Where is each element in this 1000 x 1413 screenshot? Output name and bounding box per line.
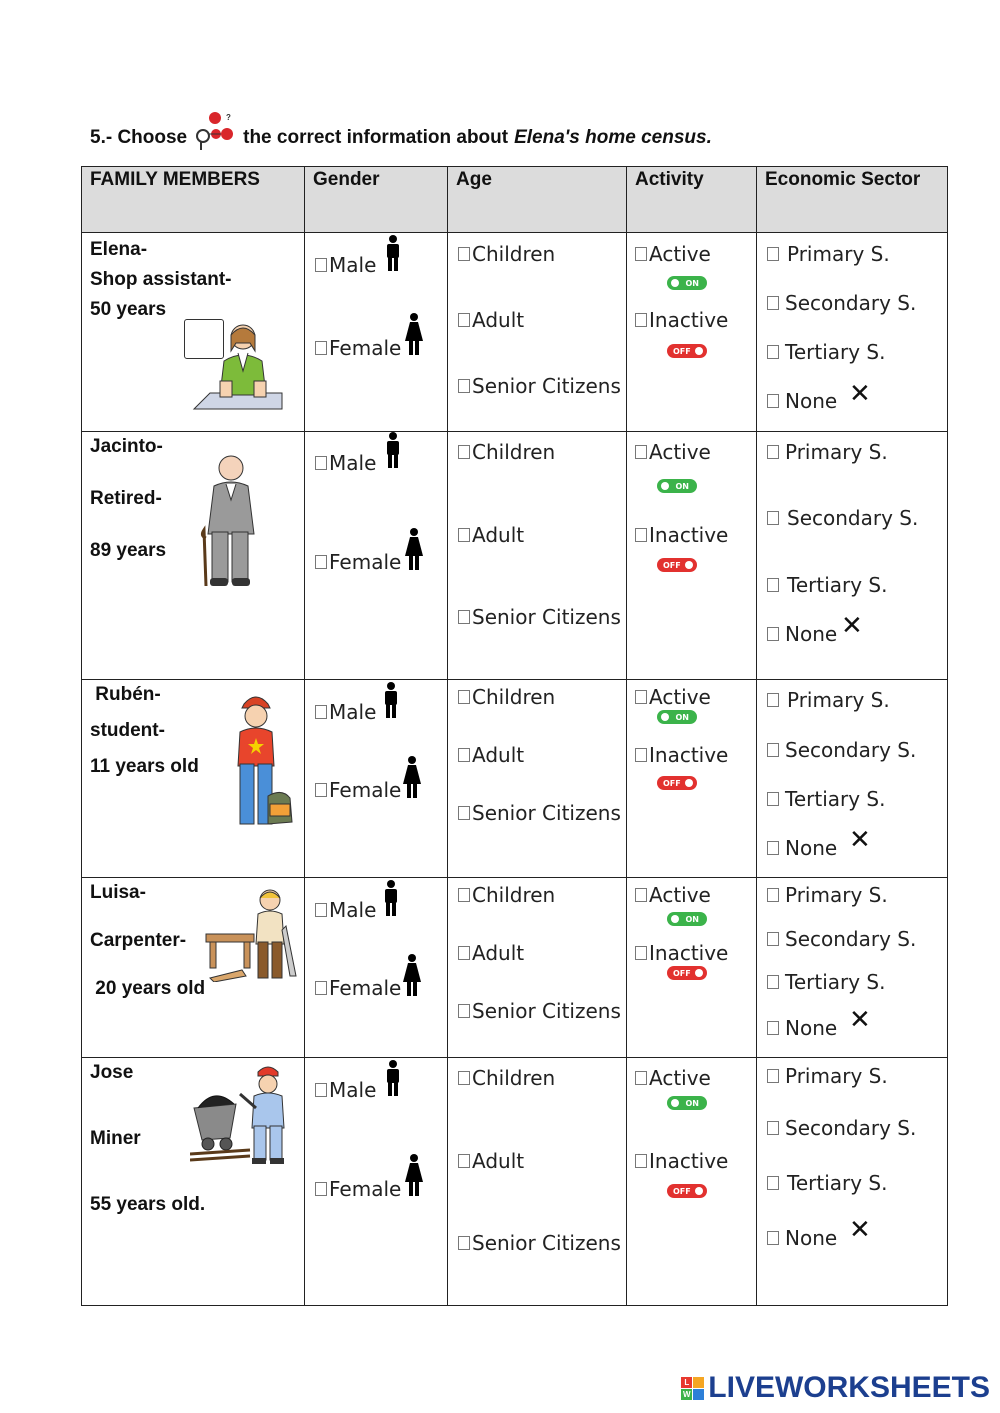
toggle-on: ON [657, 479, 697, 493]
title-middle: the correct information about [243, 127, 509, 148]
age-cell [448, 1058, 627, 1306]
checkbox[interactable] [635, 1154, 647, 1168]
secondary-option[interactable] [767, 738, 916, 762]
none-label: None [785, 622, 838, 646]
checkbox[interactable] [315, 705, 327, 719]
member-job: Carpenter- [90, 930, 187, 951]
gender-cell [305, 233, 448, 432]
tertiary-option[interactable] [767, 573, 887, 597]
tertiary-option[interactable] [767, 1171, 887, 1195]
checkbox[interactable] [458, 946, 470, 960]
female-option[interactable] [315, 550, 401, 574]
children-option[interactable] [458, 242, 555, 266]
none-label: None [785, 1016, 838, 1040]
children-option[interactable] [458, 440, 555, 464]
active-label: Active [649, 883, 711, 907]
none-option[interactable] [767, 1226, 837, 1250]
primary-option[interactable] [767, 242, 890, 266]
adult-option[interactable] [458, 743, 524, 767]
sector-cell [757, 878, 948, 1058]
inactive-option[interactable] [635, 743, 728, 767]
children-option[interactable] [458, 883, 555, 907]
checkbox[interactable] [315, 903, 327, 917]
checkbox[interactable] [767, 841, 779, 855]
checkbox[interactable] [767, 627, 779, 641]
toggle-off: OFF [667, 344, 707, 358]
checkbox[interactable] [458, 1004, 470, 1018]
activity-cell [627, 432, 757, 680]
secondary-label: Secondary S. [785, 1116, 917, 1140]
checkbox[interactable] [458, 888, 470, 902]
toggle-on: ON [667, 276, 707, 290]
header-family-members: FAMILY MEMBERS [82, 167, 305, 233]
checkbox[interactable] [767, 693, 779, 707]
checkbox[interactable] [315, 456, 327, 470]
inactive-label: Inactive [649, 523, 729, 547]
checkbox[interactable] [767, 1176, 779, 1190]
female-icon [405, 528, 423, 570]
member-name: Elena- [90, 239, 148, 260]
sector-cell [757, 1058, 948, 1306]
checkbox[interactable] [315, 258, 327, 272]
children-label: Children [472, 440, 556, 464]
activity-cell [627, 1058, 757, 1306]
table-row [82, 233, 948, 432]
gender-cell [305, 1058, 448, 1306]
female-label: Female [329, 976, 402, 1000]
primary-label: Primary S. [785, 883, 888, 907]
checkbox[interactable] [315, 783, 327, 797]
checkbox[interactable] [767, 394, 779, 408]
tertiary-label: Tertiary S. [785, 340, 886, 364]
checkbox[interactable] [767, 932, 779, 946]
secondary-label: Secondary S. [787, 506, 919, 530]
age-cell [448, 878, 627, 1058]
brand-mark-letter: W [683, 1389, 691, 1399]
sector-cell [757, 432, 948, 680]
male-option[interactable] [315, 1078, 376, 1102]
female-icon [403, 756, 421, 798]
cross-icon: ✕ [849, 379, 871, 409]
inactive-option[interactable] [635, 1149, 728, 1173]
checkbox[interactable] [458, 748, 470, 762]
checkbox[interactable] [635, 888, 647, 902]
toggle-off: OFF [657, 776, 697, 790]
cross-icon: ✕ [841, 611, 863, 641]
tertiary-label: Tertiary S. [787, 573, 888, 597]
member-cell-elena [82, 233, 305, 432]
adult-label: Adult [472, 1149, 525, 1173]
children-option[interactable] [458, 1066, 555, 1090]
inactive-option[interactable] [635, 941, 728, 965]
exercise-title [90, 113, 712, 158]
senior-option[interactable] [458, 801, 621, 825]
male-label: Male [329, 700, 377, 724]
age-cell [448, 680, 627, 878]
member-age: 50 years [90, 299, 167, 320]
children-label: Children [472, 1066, 556, 1090]
table-row [82, 878, 948, 1058]
active-option[interactable] [635, 685, 711, 709]
member-cell-jacinto [82, 432, 305, 680]
tertiary-option[interactable] [767, 787, 885, 811]
male-icon [385, 432, 401, 468]
male-icon [383, 880, 399, 916]
checkbox[interactable] [767, 296, 779, 310]
checkbox[interactable] [635, 313, 647, 327]
none-label: None [785, 389, 838, 413]
toggle-off: OFF [657, 558, 697, 572]
inactive-label: Inactive [649, 1149, 729, 1173]
adult-label: Adult [472, 308, 525, 332]
primary-label: Primary S. [785, 440, 888, 464]
table-row [82, 1058, 948, 1306]
secondary-option[interactable] [767, 291, 916, 315]
member-cell-luisa [82, 878, 305, 1058]
checkbox[interactable] [458, 1236, 470, 1250]
male-option[interactable] [315, 451, 376, 475]
primary-option[interactable] [767, 440, 888, 464]
cross-icon: ✕ [849, 1215, 871, 1245]
senior-label: Senior Citizens [472, 605, 621, 629]
member-name: Jose [90, 1062, 134, 1083]
age-cell [448, 233, 627, 432]
title-italic: Elena's home census. [514, 127, 712, 148]
age-cell [448, 432, 627, 680]
senior-option[interactable] [458, 999, 621, 1023]
female-icon [405, 313, 423, 355]
none-label: None [785, 836, 838, 860]
toggle-on: ON [667, 912, 707, 926]
checkbox[interactable] [767, 1069, 779, 1083]
female-icon [405, 1154, 423, 1196]
senior-label: Senior Citizens [472, 1231, 621, 1255]
female-label: Female [329, 550, 402, 574]
checkbox[interactable] [767, 792, 779, 806]
gender-cell [305, 878, 448, 1058]
none-option[interactable] [767, 836, 837, 860]
tertiary-option[interactable] [767, 340, 885, 364]
male-icon [385, 1060, 401, 1096]
inactive-label: Inactive [649, 743, 729, 767]
inactive-label: Inactive [649, 941, 729, 965]
checkbox[interactable] [635, 1071, 647, 1085]
checkbox[interactable] [315, 555, 327, 569]
female-label: Female [329, 1177, 402, 1201]
shop-assistant-image [188, 321, 284, 413]
adult-label: Adult [472, 523, 525, 547]
adult-option[interactable] [458, 523, 524, 547]
checkbox[interactable] [315, 1182, 327, 1196]
adult-option[interactable] [458, 308, 524, 332]
brand-name: LIVEWORKSHEETS [708, 1371, 990, 1404]
census-table [81, 166, 948, 1306]
none-option[interactable] [767, 1016, 837, 1040]
checkbox[interactable] [635, 247, 647, 261]
male-option[interactable] [315, 253, 376, 277]
member-cell-jose [82, 1058, 305, 1306]
active-option[interactable] [635, 242, 711, 266]
primary-label: Primary S. [785, 1064, 888, 1088]
checkbox[interactable] [458, 1154, 470, 1168]
secondary-label: Secondary S. [785, 738, 917, 762]
secondary-option[interactable] [767, 506, 918, 530]
checkbox[interactable] [767, 578, 779, 592]
active-label: Active [649, 1066, 711, 1090]
checkbox[interactable] [458, 528, 470, 542]
header-age: Age [448, 167, 627, 233]
member-age: 55 years old. [90, 1194, 206, 1215]
title-prefix: 5.- Choose [90, 127, 188, 148]
female-label: Female [329, 336, 402, 360]
primary-option[interactable] [767, 1064, 888, 1088]
checkbox[interactable] [458, 313, 470, 327]
member-job: Retired- [90, 488, 162, 509]
brand-mark-icon [681, 1377, 704, 1400]
member-job: student- [90, 720, 165, 741]
checkbox[interactable] [635, 690, 647, 704]
none-option[interactable] [767, 389, 837, 413]
table-row [82, 432, 948, 680]
children-option[interactable] [458, 685, 555, 709]
checkbox[interactable] [767, 247, 779, 261]
none-option[interactable] [767, 622, 837, 646]
table-row [82, 680, 948, 878]
sector-cell [757, 233, 948, 432]
toggle-off: OFF [667, 1184, 707, 1198]
children-label: Children [472, 242, 556, 266]
checkbox[interactable] [458, 445, 470, 459]
checkbox[interactable] [767, 888, 779, 902]
senior-option[interactable] [458, 605, 621, 629]
miner-image [190, 1064, 294, 1168]
inactive-option[interactable] [635, 523, 728, 547]
member-cell-ruben [82, 680, 305, 878]
checkbox[interactable] [635, 946, 647, 960]
activity-cell [627, 680, 757, 878]
header-economic-sector: Economic Sector [757, 167, 948, 233]
tertiary-label: Tertiary S. [785, 787, 886, 811]
checkbox[interactable] [635, 528, 647, 542]
member-age: 89 years [90, 540, 167, 561]
inactive-option[interactable] [635, 308, 728, 332]
adult-label: Adult [472, 941, 525, 965]
checkbox[interactable] [458, 690, 470, 704]
children-label: Children [472, 685, 556, 709]
member-job: Miner [90, 1128, 141, 1149]
member-age: 11 years old [90, 756, 199, 777]
active-option[interactable] [635, 883, 711, 907]
female-option[interactable] [315, 778, 401, 802]
secondary-option[interactable] [767, 927, 916, 951]
none-label: None [785, 1226, 838, 1250]
adult-option[interactable] [458, 941, 524, 965]
toggle-off: OFF [667, 966, 707, 980]
tertiary-label: Tertiary S. [787, 1171, 888, 1195]
male-label: Male [329, 1078, 377, 1102]
male-label: Male [329, 898, 377, 922]
checkbox[interactable] [315, 341, 327, 355]
checkbox[interactable] [315, 981, 327, 995]
female-option[interactable] [315, 976, 401, 1000]
primary-label: Primary S. [787, 242, 890, 266]
senior-label: Senior Citizens [472, 801, 621, 825]
toggle-on: ON [667, 1096, 707, 1110]
gender-cell [305, 680, 448, 878]
checkbox[interactable] [767, 975, 779, 989]
active-label: Active [649, 440, 711, 464]
female-option[interactable] [315, 336, 401, 360]
active-option[interactable] [635, 1066, 711, 1090]
checkbox[interactable] [315, 1083, 327, 1097]
secondary-option[interactable] [767, 1116, 916, 1140]
retired-man-image [198, 454, 264, 588]
checkbox[interactable] [458, 610, 470, 624]
checkbox[interactable] [767, 1231, 779, 1245]
inactive-label: Inactive [649, 308, 729, 332]
checkbox[interactable] [635, 748, 647, 762]
female-icon [403, 954, 421, 996]
active-label: Active [649, 685, 711, 709]
header-gender: Gender [305, 167, 448, 233]
adult-label: Adult [472, 743, 525, 767]
female-option[interactable] [315, 1177, 401, 1201]
tertiary-label: Tertiary S. [785, 970, 886, 994]
header-activity: Activity [627, 167, 757, 233]
member-age: 20 years old [90, 978, 206, 999]
female-label: Female [329, 778, 402, 802]
male-label: Male [329, 451, 377, 475]
checkbox[interactable] [767, 511, 779, 525]
gender-cell [305, 432, 448, 680]
toggle-on: ON [657, 710, 697, 724]
member-name: Rubén- [90, 684, 161, 705]
checkbox[interactable] [635, 445, 647, 459]
checkbox[interactable] [458, 806, 470, 820]
children-label: Children [472, 883, 556, 907]
header-row [82, 167, 948, 233]
senior-option[interactable] [458, 1231, 621, 1255]
primary-option[interactable] [767, 883, 888, 907]
student-boy-image [232, 692, 294, 832]
member-job: Shop assistant- [90, 269, 232, 290]
activity-cell [627, 878, 757, 1058]
primary-option[interactable] [767, 688, 890, 712]
carpenter-image [202, 886, 298, 982]
choose-icon [193, 110, 239, 150]
senior-label: Senior Citizens [472, 999, 621, 1023]
adult-option[interactable] [458, 1149, 524, 1173]
checkbox[interactable] [767, 345, 779, 359]
member-name: Luisa- [90, 882, 146, 903]
activity-cell [627, 233, 757, 432]
male-option[interactable] [315, 898, 376, 922]
senior-option[interactable] [458, 374, 621, 398]
checkbox[interactable] [458, 379, 470, 393]
checkbox[interactable] [458, 1071, 470, 1085]
male-icon [385, 235, 401, 271]
active-option[interactable] [635, 440, 711, 464]
male-icon [383, 682, 399, 718]
checkbox[interactable] [767, 743, 779, 757]
liveworksheets-logo[interactable] [681, 1371, 990, 1405]
secondary-label: Secondary S. [785, 291, 917, 315]
checkbox[interactable] [767, 445, 779, 459]
member-name: Jacinto- [90, 436, 163, 457]
brand-mark-letter: L [681, 1377, 692, 1388]
checkbox[interactable] [767, 1021, 779, 1035]
senior-label: Senior Citizens [472, 374, 621, 398]
secondary-label: Secondary S. [785, 927, 917, 951]
cross-icon: ✕ [849, 825, 871, 855]
checkbox[interactable] [458, 247, 470, 261]
svg-text:?: ? [226, 113, 232, 122]
checkbox[interactable] [767, 1121, 779, 1135]
sector-cell [757, 680, 948, 878]
cross-icon: ✕ [849, 1005, 871, 1035]
tertiary-option[interactable] [767, 970, 885, 994]
male-option[interactable] [315, 700, 376, 724]
primary-label: Primary S. [787, 688, 890, 712]
active-label: Active [649, 242, 711, 266]
male-label: Male [329, 253, 377, 277]
